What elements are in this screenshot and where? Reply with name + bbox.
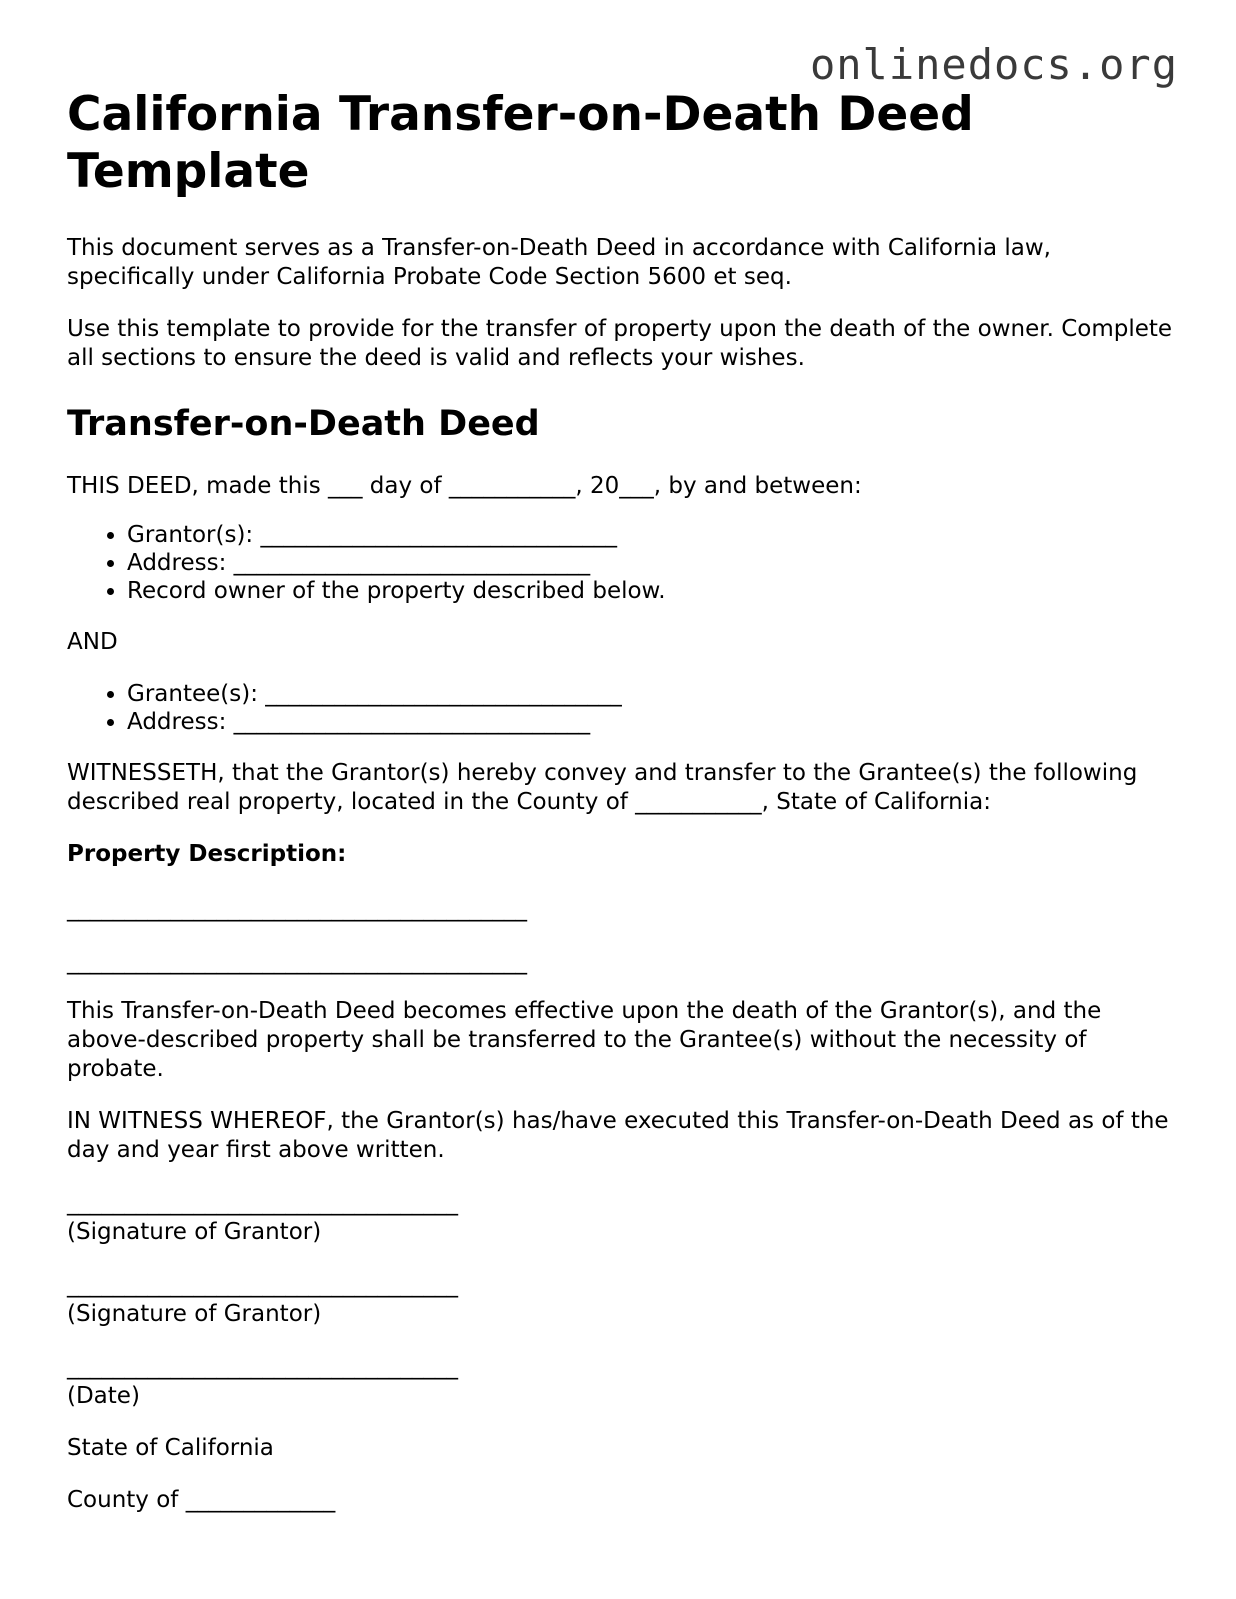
grantor-list xyxy=(67,521,1177,605)
signature-block-2 xyxy=(67,1271,1177,1329)
intro-paragraph-2: Use this template to provide for the transfer of property upon the death of the owner. Complete all sections to ensure the deed is valid and reflects your wishes. xyxy=(67,316,1173,371)
county-text: County of _____________ xyxy=(67,1487,336,1513)
state-text: State of California xyxy=(67,1435,274,1461)
grantee-address-item: • Address: _______________________________ xyxy=(127,708,1177,736)
effective-paragraph: This Transfer-on-Death Deed becomes effective upon the death of the Grantor(s), and the above-described property shall be transferred to the Grantee(s) without the necessity of probate. xyxy=(67,998,1102,1082)
deed-opening: THIS DEED, made this ___ day of ___________, 20___, by and between: xyxy=(67,473,862,499)
property-description-label: Property Description: xyxy=(67,841,347,867)
and-text: AND xyxy=(67,629,118,655)
record-owner-item: • Record owner of the property described below. xyxy=(127,577,1177,605)
signature-block-1 xyxy=(67,1189,1177,1247)
grantor-address-item: • Address: _______________________________ xyxy=(127,549,1177,577)
signature-caption: (Signature of Grantor) xyxy=(67,1301,322,1327)
grantee-list xyxy=(67,680,1177,736)
signature-line: __________________________________ xyxy=(67,1272,458,1298)
property-line-2: ________________________________________ xyxy=(67,949,527,975)
section-heading: Transfer-on-Death Deed xyxy=(67,404,540,444)
date-caption: (Date) xyxy=(67,1383,140,1409)
date-block xyxy=(67,1353,1177,1411)
property-line-1: ________________________________________ xyxy=(67,896,527,922)
grantee-name-item: • Grantee(s): _______________________________ xyxy=(127,680,1177,708)
witnesseth-paragraph: WITNESSETH, that the Grantor(s) hereby convey and transfer to the Grantee(s) the following described real property, located in the County of ___________, State of California: xyxy=(67,760,1138,815)
watermark-logo: onlinedocs.org xyxy=(809,40,1178,89)
date-line: __________________________________ xyxy=(67,1354,458,1380)
grantor-name-item: • Grantor(s): _______________________________ xyxy=(127,521,1177,549)
page-title: California Transfer-on-Death Deed Template xyxy=(67,87,974,199)
in-witness-paragraph: IN WITNESS WHEREOF, the Grantor(s) has/have executed this Transfer-on-Death Deed as of the day and year first above written. xyxy=(67,1108,1169,1163)
intro-paragraph-1: This document serves as a Transfer-on-Death Deed in accordance with California law, specifically under California Probate Code Section 5600 et seq. xyxy=(67,235,1051,290)
document-page xyxy=(67,86,1177,1538)
signature-line: __________________________________ xyxy=(67,1190,458,1216)
signature-caption: (Signature of Grantor) xyxy=(67,1219,322,1245)
